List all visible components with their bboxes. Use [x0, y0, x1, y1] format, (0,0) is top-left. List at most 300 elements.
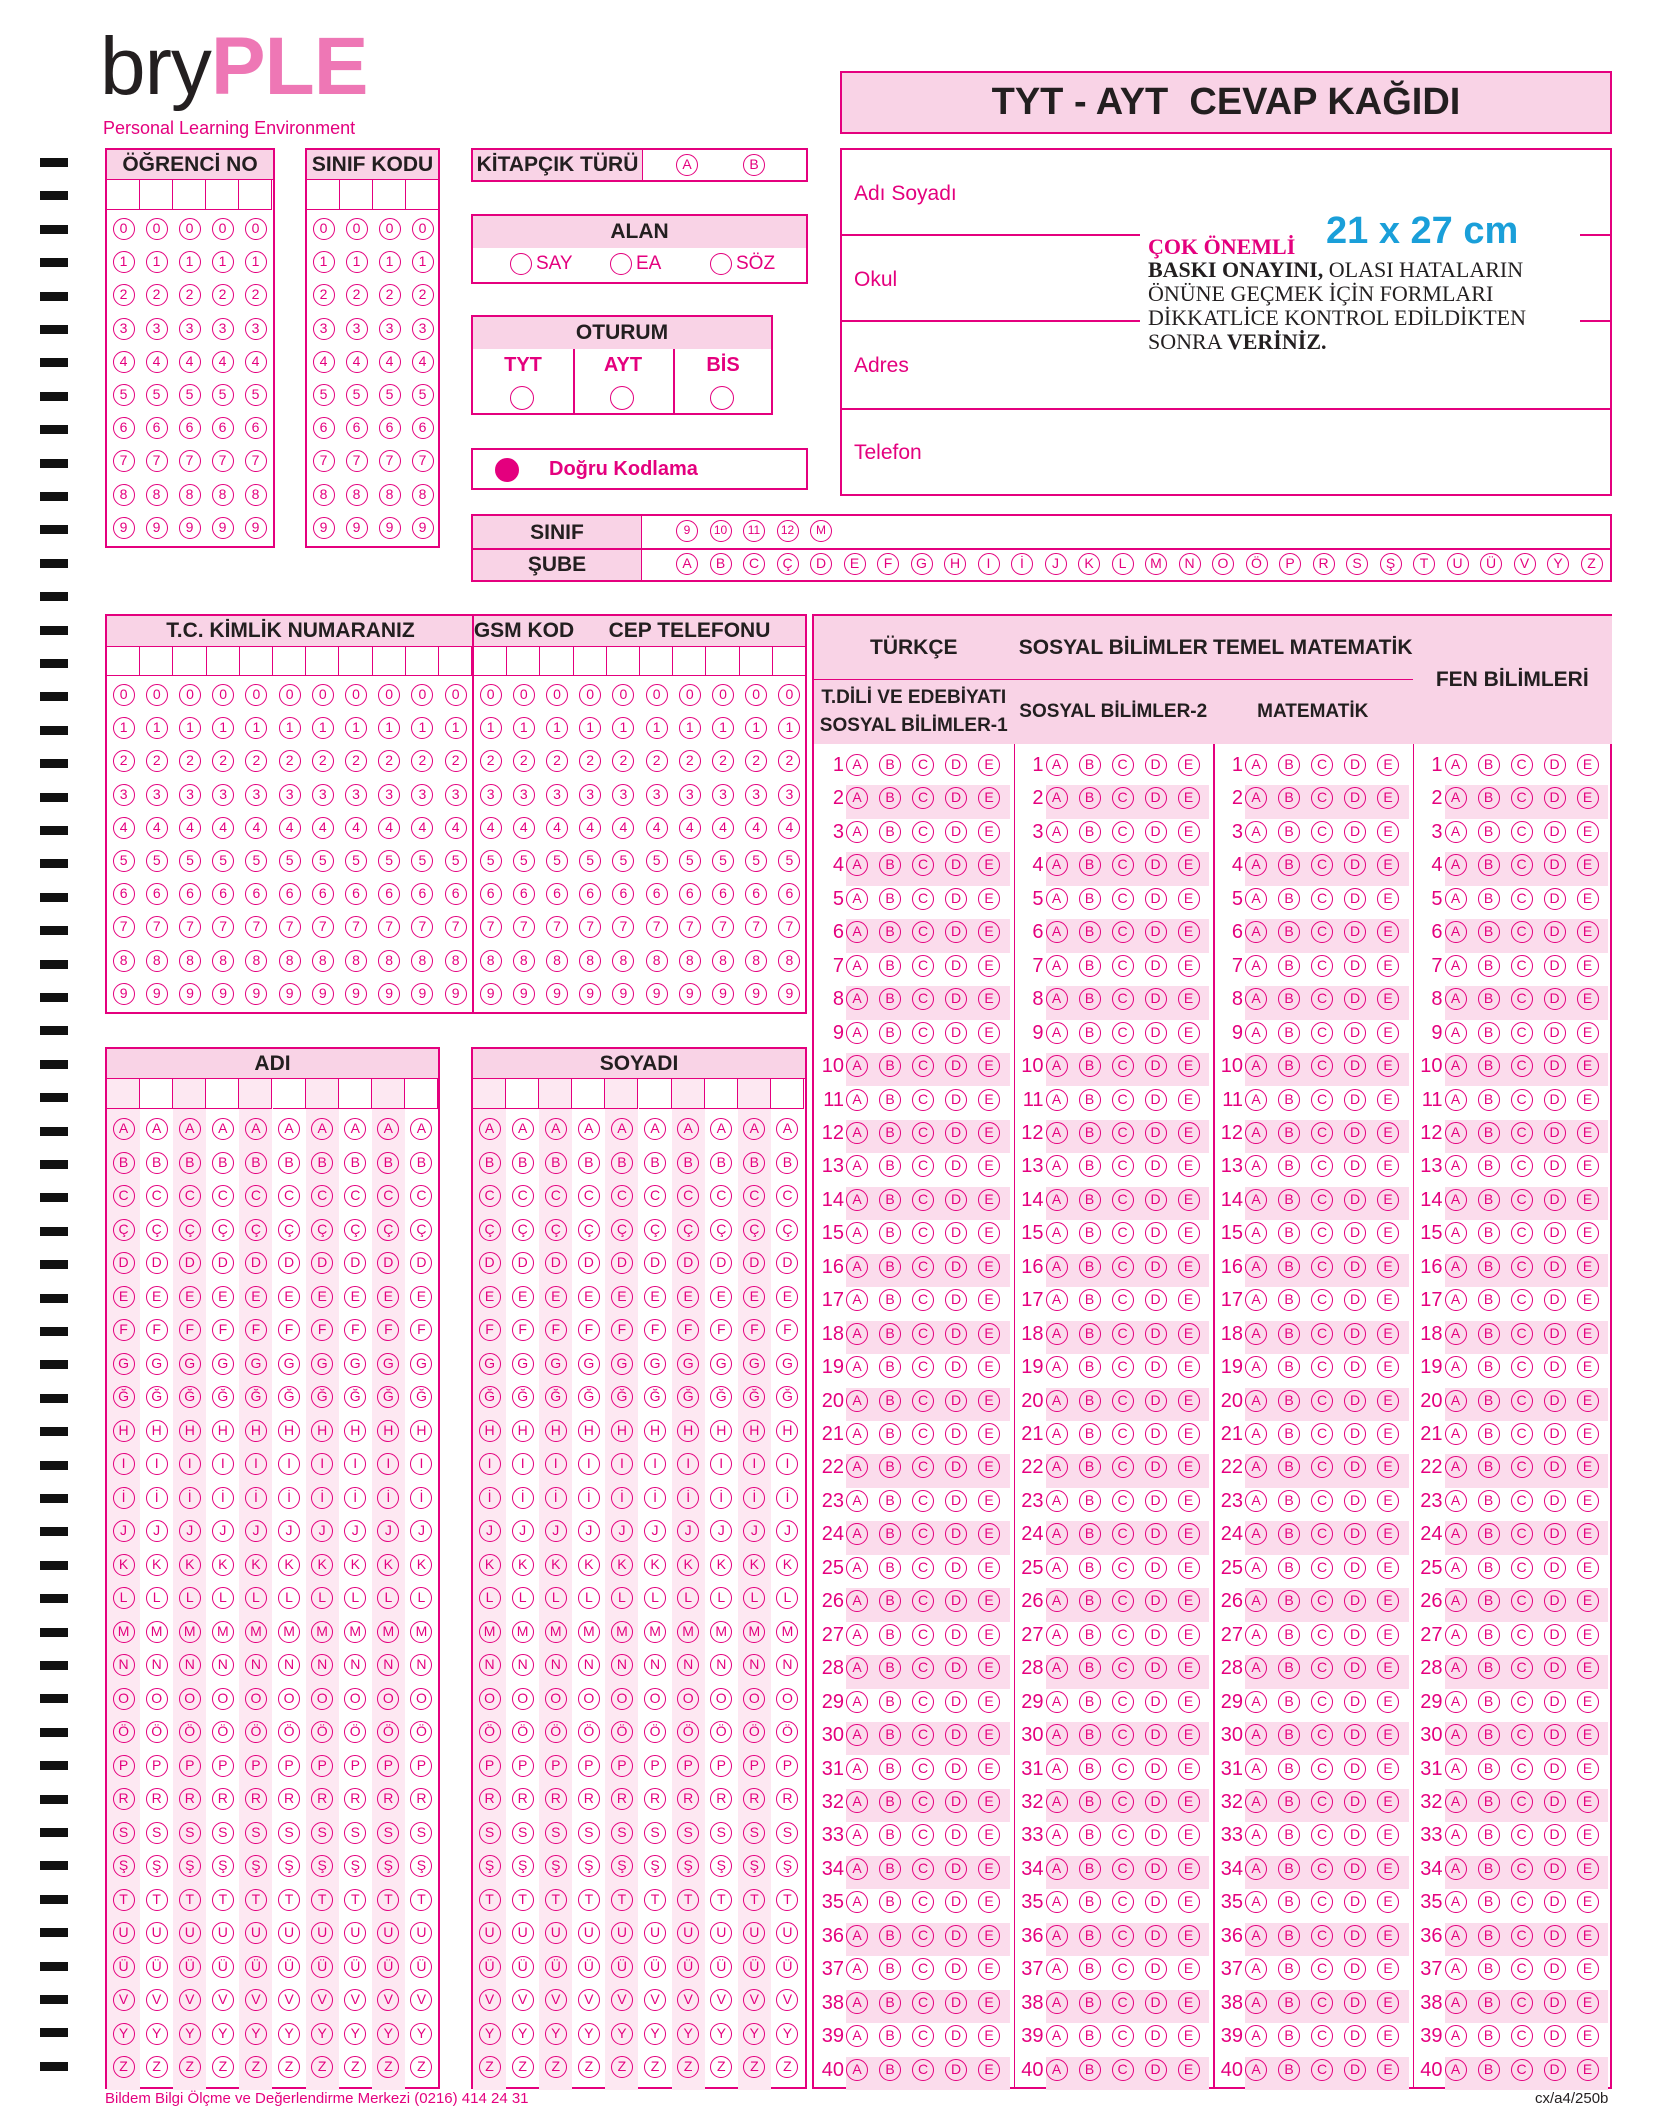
answer-option-bubble[interactable]: E — [978, 1992, 1000, 2014]
answer-option-bubble[interactable]: E — [1178, 1022, 1200, 1044]
answer-option-bubble[interactable]: C — [912, 754, 934, 776]
answer-option-bubble[interactable]: C — [1311, 1891, 1333, 1913]
surname-letter-bubble[interactable]: R — [743, 1788, 765, 1810]
phone-digit-bubble[interactable]: 1 — [712, 717, 734, 739]
name-letter-bubble[interactable]: A — [212, 1118, 234, 1140]
answer-option-bubble[interactable]: A — [1245, 1824, 1267, 1846]
answer-option-bubble[interactable]: B — [1079, 1724, 1101, 1746]
answer-option-bubble[interactable]: C — [1511, 1858, 1533, 1880]
answer-option-bubble[interactable]: A — [1245, 1022, 1267, 1044]
answer-option-bubble[interactable]: D — [1145, 1323, 1167, 1345]
name-letter-bubble[interactable]: İ — [278, 1487, 300, 1509]
answer-option-bubble[interactable]: C — [912, 1222, 934, 1244]
answer-option-bubble[interactable]: D — [1544, 1055, 1566, 1077]
answer-option-bubble[interactable]: A — [1445, 2059, 1467, 2081]
answer-option-bubble[interactable]: C — [1511, 1022, 1533, 1044]
write-cell[interactable] — [239, 180, 272, 210]
answer-option-bubble[interactable]: A — [1445, 888, 1467, 910]
answer-option-bubble[interactable]: A — [846, 1958, 868, 1980]
name-letter-bubble[interactable]: B — [410, 1152, 432, 1174]
answer-option-bubble[interactable]: A — [1445, 1691, 1467, 1713]
answer-option-bubble[interactable]: C — [1112, 1824, 1134, 1846]
surname-letter-bubble[interactable]: B — [743, 1152, 765, 1174]
tc-digit-bubble[interactable]: 4 — [212, 817, 234, 839]
answer-option-bubble[interactable]: B — [1079, 854, 1101, 876]
name-letter-bubble[interactable]: E — [377, 1286, 399, 1308]
name-letter-bubble[interactable]: E — [113, 1286, 135, 1308]
name-letter-bubble[interactable]: R — [278, 1788, 300, 1810]
name-letter-bubble[interactable]: D — [344, 1252, 366, 1274]
tc-digit-bubble[interactable]: 4 — [179, 817, 201, 839]
answer-option-bubble[interactable]: C — [1311, 2025, 1333, 2047]
name-letter-bubble[interactable]: C — [377, 1185, 399, 1207]
phone-digit-bubble[interactable]: 9 — [712, 983, 734, 1005]
answer-option-bubble[interactable]: A — [1445, 1624, 1467, 1646]
answer-option-bubble[interactable]: A — [1245, 1323, 1267, 1345]
student-no-digit-bubble[interactable]: 1 — [212, 251, 234, 273]
answer-option-bubble[interactable]: D — [1344, 1189, 1366, 1211]
answer-option-bubble[interactable]: B — [1478, 1122, 1500, 1144]
surname-letter-bubble[interactable]: T — [677, 1889, 699, 1911]
answer-option-bubble[interactable]: D — [1544, 754, 1566, 776]
tc-digit-bubble[interactable]: 0 — [279, 684, 301, 706]
answer-option-bubble[interactable]: D — [945, 1691, 967, 1713]
tc-digit-bubble[interactable]: 3 — [445, 784, 467, 806]
answer-option-bubble[interactable]: B — [1478, 1891, 1500, 1913]
name-letter-bubble[interactable]: Y — [146, 2023, 168, 2045]
answer-option-bubble[interactable]: A — [1046, 1423, 1068, 1445]
answer-option-bubble[interactable]: E — [1377, 1891, 1399, 1913]
answer-option-bubble[interactable]: A — [1245, 1724, 1267, 1746]
answer-option-bubble[interactable]: A — [846, 1155, 868, 1177]
name-letter-bubble[interactable]: N — [410, 1654, 432, 1676]
answer-option-bubble[interactable]: C — [1511, 754, 1533, 776]
phone-digit-bubble[interactable]: 4 — [612, 817, 634, 839]
tc-digit-bubble[interactable]: 5 — [378, 850, 400, 872]
answer-option-bubble[interactable]: D — [1344, 754, 1366, 776]
answer-option-bubble[interactable]: B — [1478, 1055, 1500, 1077]
class-code-digit-bubble[interactable]: 9 — [313, 517, 335, 539]
answer-option-bubble[interactable]: E — [1178, 1824, 1200, 1846]
answer-option-bubble[interactable]: B — [879, 1323, 901, 1345]
class-code-digit-bubble[interactable]: 3 — [346, 318, 368, 340]
surname-letter-bubble[interactable]: N — [479, 1654, 501, 1676]
answer-option-bubble[interactable]: E — [1377, 1557, 1399, 1579]
surname-letter-bubble[interactable]: K — [644, 1554, 666, 1576]
answer-option-bubble[interactable]: B — [879, 888, 901, 910]
name-letter-bubble[interactable]: İ — [113, 1487, 135, 1509]
answer-option-bubble[interactable]: D — [1145, 1724, 1167, 1746]
answer-option-bubble[interactable]: A — [1445, 1356, 1467, 1378]
answer-option-bubble[interactable]: D — [1145, 1256, 1167, 1278]
branch-option[interactable]: Ç — [777, 553, 799, 575]
answer-option-bubble[interactable]: B — [879, 1824, 901, 1846]
answer-option-bubble[interactable]: C — [1511, 888, 1533, 910]
grade-option[interactable]: 9 — [676, 520, 698, 542]
answer-option-bubble[interactable]: D — [945, 1256, 967, 1278]
answer-option-bubble[interactable]: B — [1278, 1824, 1300, 1846]
answer-option-bubble[interactable]: B — [879, 1657, 901, 1679]
answer-option-bubble[interactable]: C — [1112, 1189, 1134, 1211]
answer-option-bubble[interactable]: E — [1377, 1490, 1399, 1512]
name-letter-bubble[interactable]: R — [146, 1788, 168, 1810]
answer-option-bubble[interactable]: D — [1145, 1557, 1167, 1579]
answer-option-bubble[interactable]: D — [945, 1189, 967, 1211]
tc-digit-bubble[interactable]: 4 — [279, 817, 301, 839]
answer-option-bubble[interactable]: C — [1511, 1189, 1533, 1211]
answer-option-bubble[interactable]: A — [1445, 1323, 1467, 1345]
phone-digit-bubble[interactable]: 9 — [579, 983, 601, 1005]
class-code-digit-bubble[interactable]: 0 — [346, 218, 368, 240]
answer-option-bubble[interactable]: E — [1178, 1557, 1200, 1579]
tc-digit-bubble[interactable]: 6 — [245, 883, 267, 905]
name-letter-bubble[interactable]: G — [410, 1353, 432, 1375]
surname-letter-bubble[interactable]: R — [611, 1788, 633, 1810]
answer-option-bubble[interactable]: C — [1112, 1390, 1134, 1412]
class-code-digit-bubble[interactable]: 0 — [412, 218, 434, 240]
answer-option-bubble[interactable]: A — [846, 1490, 868, 1512]
write-cell[interactable] — [738, 1079, 771, 1109]
answer-option-bubble[interactable]: E — [1577, 1155, 1599, 1177]
surname-letter-bubble[interactable]: N — [512, 1654, 534, 1676]
tc-digit-bubble[interactable]: 0 — [113, 684, 135, 706]
student-no-digit-bubble[interactable]: 2 — [146, 284, 168, 306]
surname-letter-bubble[interactable]: T — [512, 1889, 534, 1911]
name-letter-bubble[interactable]: N — [245, 1654, 267, 1676]
name-letter-bubble[interactable]: Z — [113, 2056, 135, 2078]
answer-option-bubble[interactable]: D — [945, 1824, 967, 1846]
phone-digit-bubble[interactable]: 2 — [679, 750, 701, 772]
surname-letter-bubble[interactable]: C — [677, 1185, 699, 1207]
surname-letter-bubble[interactable]: Z — [512, 2056, 534, 2078]
answer-option-bubble[interactable]: B — [1079, 988, 1101, 1010]
answer-option-bubble[interactable]: D — [1344, 1590, 1366, 1612]
answer-option-bubble[interactable]: E — [978, 1256, 1000, 1278]
surname-letter-bubble[interactable]: V — [644, 1989, 666, 2011]
phone-digit-bubble[interactable]: 8 — [679, 950, 701, 972]
answer-option-bubble[interactable]: A — [1445, 1858, 1467, 1880]
name-letter-bubble[interactable]: C — [212, 1185, 234, 1207]
class-code-digit-bubble[interactable]: 7 — [379, 450, 401, 472]
phone-digit-bubble[interactable]: 4 — [679, 817, 701, 839]
name-letter-bubble[interactable]: J — [146, 1520, 168, 1542]
class-code-digit-bubble[interactable]: 4 — [313, 351, 335, 373]
answer-option-bubble[interactable]: E — [1577, 1356, 1599, 1378]
answer-option-bubble[interactable]: C — [1311, 1122, 1333, 1144]
surname-letter-bubble[interactable]: A — [512, 1118, 534, 1140]
name-letter-bubble[interactable]: F — [410, 1319, 432, 1341]
answer-option-bubble[interactable]: A — [846, 955, 868, 977]
answer-option-bubble[interactable]: A — [1445, 1791, 1467, 1813]
answer-option-bubble[interactable]: E — [1377, 1055, 1399, 1077]
answer-option-bubble[interactable]: A — [1046, 2059, 1068, 2081]
answer-option-bubble[interactable]: C — [1511, 787, 1533, 809]
name-letter-bubble[interactable]: D — [245, 1252, 267, 1274]
answer-option-bubble[interactable]: D — [1145, 2059, 1167, 2081]
name-letter-bubble[interactable]: Ç — [179, 1219, 201, 1241]
answer-option-bubble[interactable]: D — [1145, 1122, 1167, 1144]
answer-option-bubble[interactable]: D — [1344, 1490, 1366, 1512]
answer-option-bubble[interactable]: D — [1344, 787, 1366, 809]
surname-letter-bubble[interactable]: Ö — [611, 1721, 633, 1743]
answer-option-bubble[interactable]: C — [1112, 1925, 1134, 1947]
answer-option-bubble[interactable]: D — [945, 1423, 967, 1445]
answer-option-bubble[interactable]: C — [1511, 1222, 1533, 1244]
surname-letter-bubble[interactable]: A — [479, 1118, 501, 1140]
name-letter-bubble[interactable]: L — [278, 1587, 300, 1609]
surname-letter-bubble[interactable]: R — [644, 1788, 666, 1810]
answer-option-bubble[interactable]: A — [1445, 1256, 1467, 1278]
student-no-digit-bubble[interactable]: 3 — [245, 318, 267, 340]
name-letter-bubble[interactable]: A — [311, 1118, 333, 1140]
write-cell[interactable] — [107, 646, 140, 676]
class-code-digit-bubble[interactable]: 5 — [379, 384, 401, 406]
session-tyt-bubble[interactable] — [510, 386, 534, 410]
phone-digit-bubble[interactable]: 1 — [579, 717, 601, 739]
answer-option-bubble[interactable]: D — [1344, 1724, 1366, 1746]
phone-digit-bubble[interactable]: 5 — [579, 850, 601, 872]
answer-option-bubble[interactable]: A — [1445, 1155, 1467, 1177]
answer-option-bubble[interactable]: A — [846, 1256, 868, 1278]
answer-option-bubble[interactable]: B — [1478, 1624, 1500, 1646]
name-letter-bubble[interactable]: Ü — [410, 1956, 432, 1978]
answer-option-bubble[interactable]: E — [1178, 1456, 1200, 1478]
answer-option-bubble[interactable]: B — [1478, 1289, 1500, 1311]
answer-option-bubble[interactable]: D — [1544, 1657, 1566, 1679]
answer-option-bubble[interactable]: E — [1178, 2025, 1200, 2047]
tc-digit-bubble[interactable]: 5 — [411, 850, 433, 872]
answer-option-bubble[interactable]: A — [1245, 1958, 1267, 1980]
write-cell[interactable] — [673, 646, 706, 676]
answer-option-bubble[interactable]: C — [1311, 1456, 1333, 1478]
surname-letter-bubble[interactable]: İ — [545, 1487, 567, 1509]
phone-digit-bubble[interactable]: 9 — [778, 983, 800, 1005]
tc-digit-bubble[interactable]: 6 — [411, 883, 433, 905]
answer-option-bubble[interactable]: E — [978, 1891, 1000, 1913]
name-letter-bubble[interactable]: V — [278, 1989, 300, 2011]
answer-option-bubble[interactable]: E — [1577, 1624, 1599, 1646]
answer-option-bubble[interactable]: A — [1046, 1590, 1068, 1612]
name-letter-bubble[interactable]: K — [146, 1554, 168, 1576]
tc-digit-bubble[interactable]: 5 — [113, 850, 135, 872]
write-cell[interactable] — [339, 646, 372, 676]
answer-option-bubble[interactable]: D — [945, 955, 967, 977]
answer-option-bubble[interactable]: B — [1478, 1992, 1500, 2014]
answer-option-bubble[interactable]: B — [1079, 754, 1101, 776]
answer-option-bubble[interactable]: B — [879, 1523, 901, 1545]
answer-option-bubble[interactable]: A — [1245, 2059, 1267, 2081]
phone-digit-bubble[interactable]: 6 — [579, 883, 601, 905]
phone-digit-bubble[interactable]: 6 — [712, 883, 734, 905]
answer-option-bubble[interactable]: A — [846, 1724, 868, 1746]
answer-option-bubble[interactable]: A — [1245, 1256, 1267, 1278]
surname-letter-bubble[interactable]: I — [545, 1453, 567, 1475]
answer-option-bubble[interactable]: A — [1245, 955, 1267, 977]
answer-option-bubble[interactable]: E — [1577, 1456, 1599, 1478]
class-code-digit-bubble[interactable]: 1 — [313, 251, 335, 273]
answer-option-bubble[interactable]: C — [1311, 1222, 1333, 1244]
tc-digit-bubble[interactable]: 4 — [378, 817, 400, 839]
surname-letter-bubble[interactable]: U — [479, 1922, 501, 1944]
answer-option-bubble[interactable]: B — [1278, 1222, 1300, 1244]
answer-option-bubble[interactable]: E — [978, 1523, 1000, 1545]
name-letter-bubble[interactable]: A — [410, 1118, 432, 1140]
answer-option-bubble[interactable]: C — [912, 921, 934, 943]
phone-digit-bubble[interactable]: 2 — [778, 750, 800, 772]
tc-digit-bubble[interactable]: 8 — [411, 950, 433, 972]
answer-option-bubble[interactable]: D — [1145, 1758, 1167, 1780]
answer-option-bubble[interactable]: A — [1445, 921, 1467, 943]
name-letter-bubble[interactable]: R — [311, 1788, 333, 1810]
name-letter-bubble[interactable]: Y — [179, 2023, 201, 2045]
answer-option-bubble[interactable]: E — [978, 1122, 1000, 1144]
answer-option-bubble[interactable]: E — [978, 1089, 1000, 1111]
answer-option-bubble[interactable]: E — [1178, 854, 1200, 876]
answer-option-bubble[interactable]: B — [879, 1256, 901, 1278]
answer-option-bubble[interactable]: B — [1278, 1557, 1300, 1579]
answer-option-bubble[interactable]: D — [1544, 1891, 1566, 1913]
answer-option-bubble[interactable]: A — [1245, 1992, 1267, 2014]
answer-option-bubble[interactable]: A — [846, 821, 868, 843]
phone-digit-bubble[interactable]: 0 — [546, 684, 568, 706]
answer-option-bubble[interactable]: C — [912, 2059, 934, 2081]
write-cell[interactable] — [239, 1079, 272, 1109]
answer-option-bubble[interactable]: A — [1046, 955, 1068, 977]
answer-option-bubble[interactable]: E — [1178, 1189, 1200, 1211]
surname-letter-bubble[interactable]: Y — [611, 2023, 633, 2045]
answer-option-bubble[interactable]: E — [1577, 821, 1599, 843]
write-cell[interactable] — [740, 646, 773, 676]
answer-option-bubble[interactable]: D — [1544, 1222, 1566, 1244]
name-letter-bubble[interactable]: U — [278, 1922, 300, 1944]
answer-option-bubble[interactable]: C — [1511, 1490, 1533, 1512]
answer-option-bubble[interactable]: B — [1478, 1323, 1500, 1345]
answer-option-bubble[interactable]: E — [978, 921, 1000, 943]
tc-digit-bubble[interactable]: 0 — [146, 684, 168, 706]
answer-option-bubble[interactable]: E — [1577, 955, 1599, 977]
answer-option-bubble[interactable]: C — [1311, 1022, 1333, 1044]
tc-digit-bubble[interactable]: 6 — [146, 883, 168, 905]
answer-option-bubble[interactable]: D — [1344, 1958, 1366, 1980]
surname-letter-bubble[interactable]: S — [512, 1822, 534, 1844]
surname-letter-bubble[interactable]: G — [611, 1353, 633, 1375]
answer-option-bubble[interactable]: C — [1112, 1523, 1134, 1545]
answer-option-bubble[interactable]: E — [978, 2025, 1000, 2047]
answer-option-bubble[interactable]: A — [1445, 1557, 1467, 1579]
surname-letter-bubble[interactable]: O — [776, 1688, 798, 1710]
answer-option-bubble[interactable]: A — [1245, 1891, 1267, 1913]
answer-option-bubble[interactable]: C — [1112, 1791, 1134, 1813]
answer-option-bubble[interactable]: C — [1311, 1055, 1333, 1077]
tc-digit-bubble[interactable]: 5 — [212, 850, 234, 872]
write-cell[interactable] — [540, 646, 573, 676]
answer-option-bubble[interactable]: D — [945, 2059, 967, 2081]
grade-option[interactable]: 11 — [743, 520, 765, 542]
phone-digit-bubble[interactable]: 3 — [546, 784, 568, 806]
answer-option-bubble[interactable]: D — [1145, 1022, 1167, 1044]
answer-option-bubble[interactable]: E — [1577, 1992, 1599, 2014]
surname-letter-bubble[interactable]: A — [545, 1118, 567, 1140]
grade-option[interactable]: 10 — [710, 520, 732, 542]
surname-letter-bubble[interactable]: Y — [710, 2023, 732, 2045]
write-cell[interactable] — [340, 180, 373, 210]
tc-digit-bubble[interactable]: 7 — [445, 916, 467, 938]
answer-option-bubble[interactable]: B — [1278, 1691, 1300, 1713]
answer-option-bubble[interactable]: A — [846, 854, 868, 876]
answer-option-bubble[interactable]: C — [1112, 1289, 1134, 1311]
write-cell[interactable] — [107, 1079, 140, 1109]
name-letter-bubble[interactable]: P — [410, 1755, 432, 1777]
answer-option-bubble[interactable]: A — [1245, 1189, 1267, 1211]
name-letter-bubble[interactable]: P — [278, 1755, 300, 1777]
answer-option-bubble[interactable]: C — [912, 1423, 934, 1445]
answer-option-bubble[interactable]: B — [879, 1356, 901, 1378]
name-letter-bubble[interactable]: N — [212, 1654, 234, 1676]
answer-option-bubble[interactable]: E — [1377, 1958, 1399, 1980]
answer-option-bubble[interactable]: B — [1478, 1758, 1500, 1780]
tc-digit-bubble[interactable]: 3 — [245, 784, 267, 806]
surname-letter-bubble[interactable]: O — [578, 1688, 600, 1710]
answer-option-bubble[interactable]: B — [879, 988, 901, 1010]
name-letter-bubble[interactable]: Y — [311, 2023, 333, 2045]
class-code-digit-bubble[interactable]: 9 — [412, 517, 434, 539]
answer-option-bubble[interactable]: A — [1046, 1958, 1068, 1980]
student-no-digit-bubble[interactable]: 5 — [212, 384, 234, 406]
name-letter-bubble[interactable]: G — [377, 1353, 399, 1375]
surname-letter-bubble[interactable]: J — [512, 1520, 534, 1542]
answer-option-bubble[interactable]: D — [1344, 1691, 1366, 1713]
tc-digit-bubble[interactable]: 3 — [312, 784, 334, 806]
answer-option-bubble[interactable]: B — [1478, 1256, 1500, 1278]
answer-option-bubble[interactable]: C — [1112, 1624, 1134, 1646]
surname-letter-bubble[interactable]: C — [743, 1185, 765, 1207]
phone-digit-bubble[interactable]: 7 — [513, 916, 535, 938]
surname-letter-bubble[interactable]: Ü — [545, 1956, 567, 1978]
answer-option-bubble[interactable]: D — [1544, 1256, 1566, 1278]
surname-letter-bubble[interactable]: H — [512, 1420, 534, 1442]
student-no-digit-bubble[interactable]: 8 — [179, 484, 201, 506]
tc-digit-bubble[interactable]: 2 — [378, 750, 400, 772]
surname-letter-bubble[interactable]: C — [611, 1185, 633, 1207]
student-no-digit-bubble[interactable]: 7 — [245, 450, 267, 472]
name-letter-bubble[interactable]: G — [146, 1353, 168, 1375]
surname-letter-bubble[interactable]: G — [776, 1353, 798, 1375]
surname-letter-bubble[interactable]: J — [611, 1520, 633, 1542]
surname-letter-bubble[interactable]: Ü — [710, 1956, 732, 1978]
student-no-digit-bubble[interactable]: 7 — [212, 450, 234, 472]
answer-option-bubble[interactable]: C — [1511, 1356, 1533, 1378]
answer-option-bubble[interactable]: D — [1344, 1222, 1366, 1244]
answer-option-bubble[interactable]: E — [1377, 1992, 1399, 2014]
surname-letter-bubble[interactable]: C — [644, 1185, 666, 1207]
name-letter-bubble[interactable]: H — [410, 1420, 432, 1442]
answer-option-bubble[interactable]: D — [1344, 1122, 1366, 1144]
answer-option-bubble[interactable]: E — [1577, 1423, 1599, 1445]
student-no-digit-bubble[interactable]: 4 — [179, 351, 201, 373]
answer-option-bubble[interactable]: C — [1311, 1691, 1333, 1713]
surname-letter-bubble[interactable]: Ş — [677, 1855, 699, 1877]
surname-letter-bubble[interactable]: İ — [512, 1487, 534, 1509]
class-code-digit-bubble[interactable]: 1 — [346, 251, 368, 273]
name-letter-bubble[interactable]: M — [146, 1621, 168, 1643]
answer-option-bubble[interactable]: E — [1377, 1089, 1399, 1111]
answer-option-bubble[interactable]: E — [1577, 888, 1599, 910]
phone-digit-bubble[interactable]: 5 — [513, 850, 535, 872]
class-code-digit-bubble[interactable]: 3 — [412, 318, 434, 340]
name-letter-bubble[interactable]: Z — [146, 2056, 168, 2078]
answer-option-bubble[interactable]: E — [1377, 888, 1399, 910]
answer-option-bubble[interactable]: A — [846, 1055, 868, 1077]
